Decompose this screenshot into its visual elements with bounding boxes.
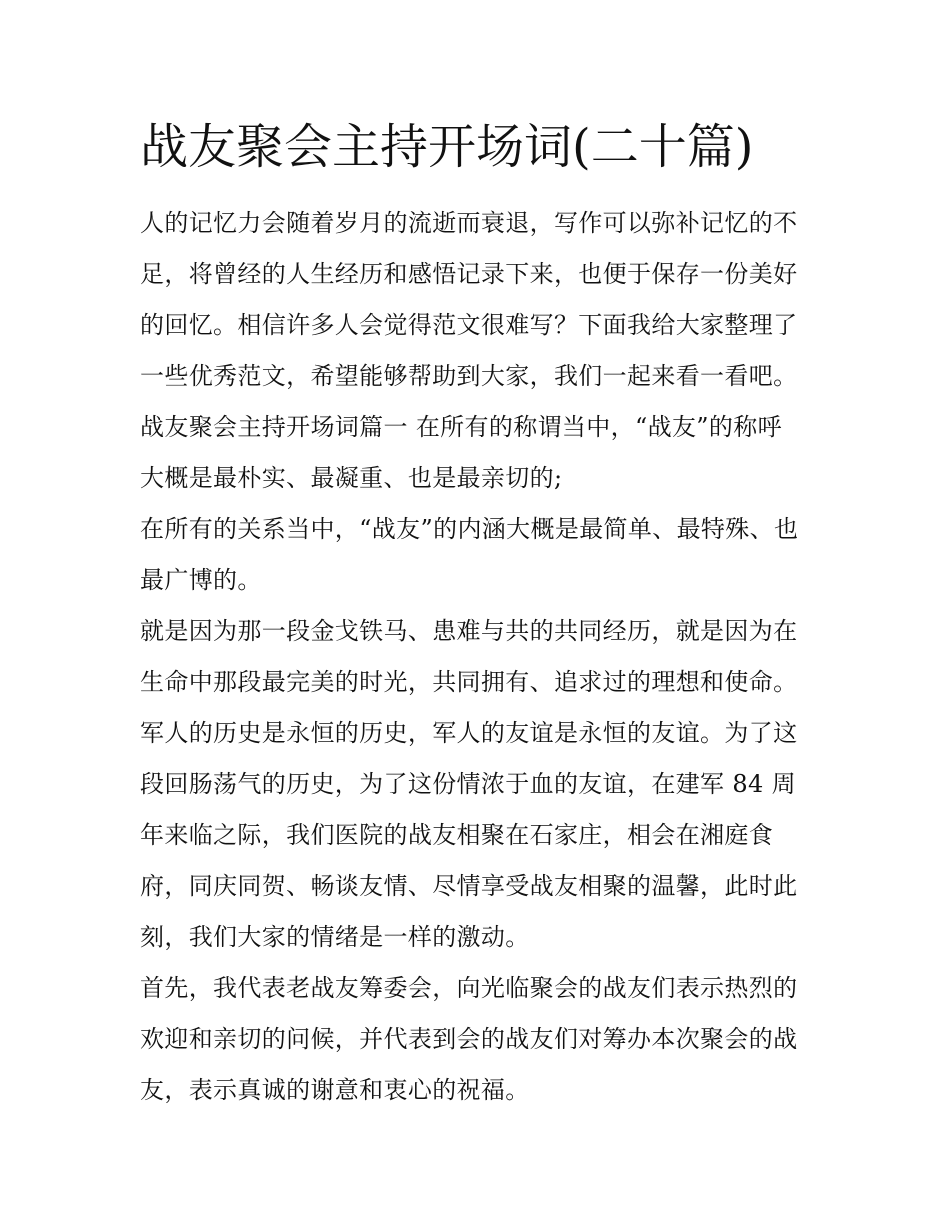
body-line: 首先，我代表老战友筹委会，向光临聚会的战友们表示热烈的	[140, 974, 798, 1002]
body-line: 的回忆。相信许多人会觉得范文很难写？下面我给大家整理了	[140, 311, 798, 339]
body-line: 年来临之际，我们医院的战友相聚在石家庄，相会在湘庭食	[140, 821, 774, 849]
body-line: 人的记忆力会随着岁月的流逝而衰退，写作可以弥补记忆的不	[140, 209, 798, 237]
body-line: 刻，我们大家的情绪是一样的激动。	[140, 923, 530, 951]
body-line: 大概是最朴实、最凝重、也是最亲切的;	[140, 464, 563, 492]
body-line: 最广博的。	[140, 566, 262, 594]
body-line: 欢迎和亲切的问候，并代表到会的战友们对筹办本次聚会的战	[140, 1025, 798, 1053]
body-line: 在所有的关系当中，“战友”的内涵大概是最简单、最特殊、也	[140, 515, 799, 543]
body-line: 生命中那段最完美的时光，共同拥有、追求过的理想和使命。	[140, 668, 798, 696]
body-line: 足，将曾经的人生经历和感悟记录下来，也便于保存一份美好	[140, 260, 798, 288]
body-line: 战友聚会主持开场词篇一 在所有的称谓当中，“战友”的称呼	[140, 413, 782, 441]
body-line: 一些优秀范文，希望能够帮助到大家，我们一起来看一看吧。	[140, 362, 798, 390]
body-line: 就是因为那一段金戈铁马、患难与共的共同经历，就是因为在	[140, 617, 798, 645]
body-line: 府，同庆同贺、畅谈友情、尽情享受战友相聚的温馨，此时此	[140, 872, 798, 900]
document-body	[140, 198, 816, 1116]
body-line: 友，表示真诚的谢意和衷心的祝福。	[140, 1076, 530, 1104]
body-line: 军人的历史是永恒的历史，军人的友谊是永恒的友谊。为了这	[140, 719, 798, 747]
body-line: 段回肠荡气的历史，为了这份情浓于血的友谊，在建军 84 周	[140, 770, 796, 798]
document-title: 战友聚会主持开场词(二十篇)	[140, 119, 754, 175]
